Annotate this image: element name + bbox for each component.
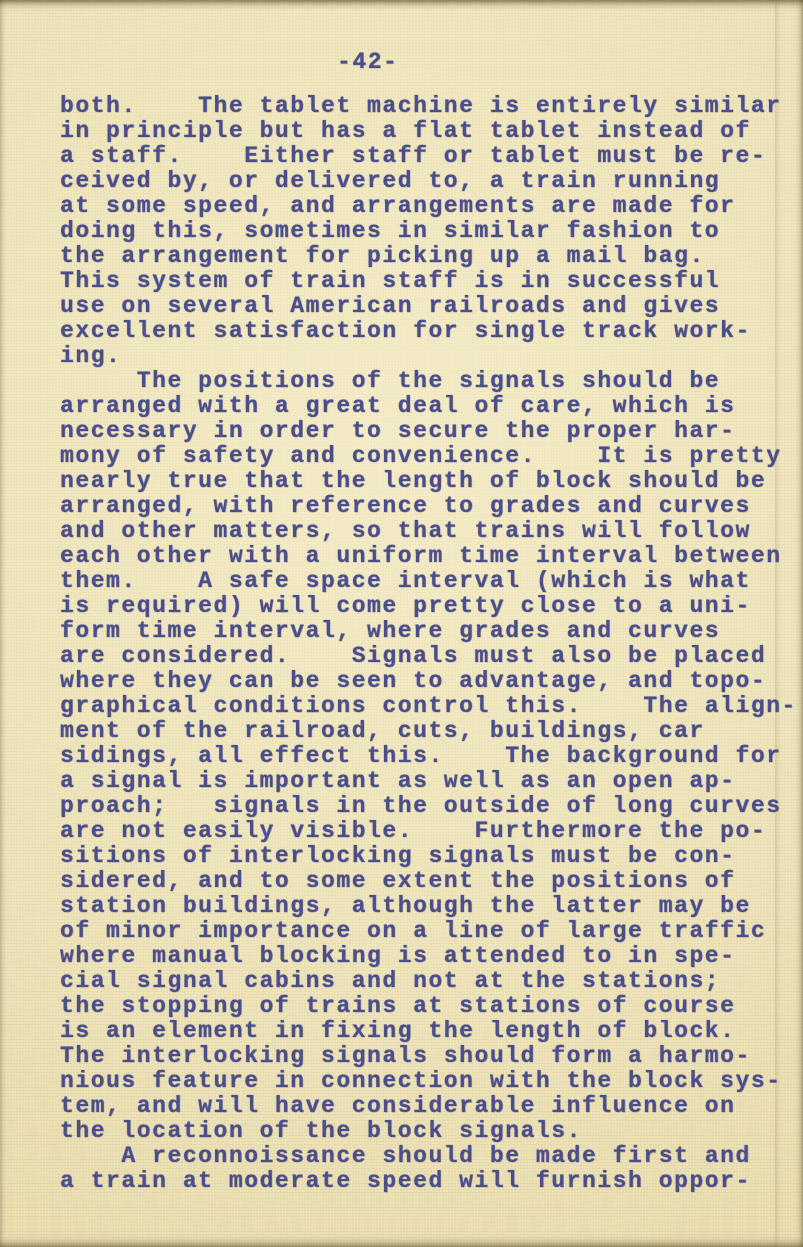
text-line: use on several American railroads and gives [60,293,721,319]
typed-text-body [60,94,797,1194]
text-line: sidings, all effect this. The background for [60,743,782,769]
text-line: excellent satisfaction for single track work- [60,318,751,344]
page-number: -42- [337,49,399,75]
text-line: at some speed, and arrangements are made for [60,193,736,219]
text-line: a signal is important as well as an open ap- [60,768,736,794]
text-line: them. A safe space interval (which is what [60,568,751,594]
text-line: This system of train staff is in successful [60,268,721,294]
text-line: both. The tablet machine is entirely similar [60,93,782,119]
text-line: each other with a uniform time interval between [60,543,782,569]
text-line: tem, and will have considerable influence on [60,1093,736,1119]
text-line: and other matters, so that trains will follow [60,518,751,544]
text-line: necessary in order to secure the proper har- [60,418,736,444]
text-line: The interlocking signals should form a harmo- [60,1043,751,1069]
text-line: ing. [60,343,122,369]
text-line: sitions of interlocking signals must be con- [60,843,736,869]
text-line: is an element in fixing the length of block. [60,1018,736,1044]
text-line: is required) will come pretty close to a uni- [60,593,751,619]
text-line: ment of the railroad, cuts, buildings, car [60,718,705,744]
text-line: the stopping of trains at stations of course [60,993,736,1019]
text-line: nious feature in connection with the block sys- [60,1068,782,1094]
text-line: where manual blocking is attended to in spe- [60,943,736,969]
text-line: nearly true that the length of block should be [60,468,767,494]
text-line: in principle but has a flat tablet instead of [60,118,751,144]
text-line: station buildings, although the latter may be [60,893,751,919]
text-line: a staff. Either staff or tablet must be re- [60,143,767,169]
text-line: arranged with a great deal of care, which is [60,393,736,419]
text-line: are considered. Signals must also be placed [60,643,767,669]
text-line: are not easily visible. Furthermore the po- [60,818,767,844]
text-line: The positions of the signals should be [60,368,721,394]
text-line: sidered, and to some extent the positions of [60,868,736,894]
text-line: mony of safety and convenience. It is pretty [60,443,782,469]
text-line: cial signal cabins and not at the stations; [60,968,721,994]
text-line: doing this, sometimes in similar fashion to [60,218,721,244]
text-line: of minor importance on a line of large traffic [60,918,767,944]
text-line: proach; signals in the outside of long curves [60,793,782,819]
text-line: a train at moderate speed will furnish oppor- [60,1168,751,1194]
text-line: where they can be seen to advantage, and topo- [60,668,767,694]
text-line: arranged, with reference to grades and curves [60,493,751,519]
text-line: ceived by, or delivered to, a train running [60,168,721,194]
text-line: graphical conditions control this. The align- [60,693,797,719]
text-line: A reconnoissance should be made first and [60,1143,751,1169]
text-line: form time interval, where grades and curves [60,618,721,644]
text-line: the location of the block signals. [60,1118,582,1144]
text-line: the arrangement for picking up a mail bag. [60,243,705,269]
